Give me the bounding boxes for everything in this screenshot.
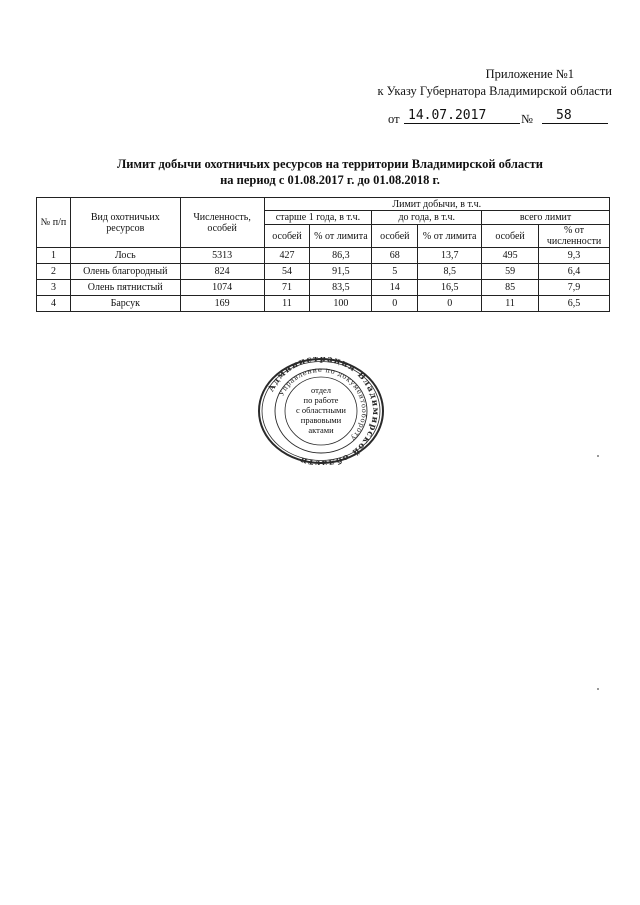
scan-speck [597,455,599,457]
cell-population: 5313 [180,248,264,264]
cell-total-pct: 9,3 [539,248,610,264]
cell-older-pct: 83,5 [310,280,372,296]
cell-older-pct: 91,5 [310,264,372,280]
table-row [37,296,610,312]
official-stamp [256,357,386,465]
decree-date-number [388,108,610,126]
stamp-inner-text: отдел по работе с областными правовыми актами [296,385,346,435]
group-header-older: старше 1 года, в т.ч. [264,211,372,225]
stamp-outer-text: Администрация Владимирской области [266,357,381,465]
cell-total-pct: 7,9 [539,280,610,296]
cell-species: Лось [70,248,180,264]
sub-header-young-individuals: особей [372,225,418,248]
cell-young-n: 0 [372,296,418,312]
cell-older-pct: 86,3 [310,248,372,264]
table-row [37,248,610,264]
cell-older-n: 427 [264,248,310,264]
col-header-limit: Лимит добычи, в т.ч. [264,198,609,211]
cell-older-pct: 100 [310,296,372,312]
cell-no: 3 [37,280,71,296]
document-title: Лимит добычи охотничьих ресурсов на территории Владимирской области [116,157,543,171]
cell-total-n: 11 [482,296,539,312]
stamp-middle-text: Управление по документообороту [277,365,369,443]
number-prefix: № [521,112,533,126]
cell-older-n: 54 [264,264,310,280]
sub-header-total-individuals: особей [482,225,539,248]
cell-young-pct: 8,5 [418,264,482,280]
decree-date: 14.07.2017 [404,108,520,124]
cell-species: Олень благородный [70,264,180,280]
appendix-header [377,66,612,100]
scan-speck [597,688,599,690]
cell-young-n: 68 [372,248,418,264]
cell-total-n: 85 [482,280,539,296]
cell-species: Барсук [70,296,180,312]
date-prefix: от [388,112,400,126]
sub-header-older-individuals: особей [264,225,310,248]
cell-young-n: 5 [372,264,418,280]
cell-older-n: 11 [264,296,310,312]
col-header-population: Численность, особей [180,198,264,248]
cell-no: 2 [37,264,71,280]
table-row [37,280,610,296]
cell-young-pct: 16,5 [418,280,482,296]
cell-population: 824 [180,264,264,280]
appendix-title: Приложение №1 [485,67,574,81]
cell-young-pct: 13,7 [418,248,482,264]
cell-species: Олень пятнистый [70,280,180,296]
sub-header-young-pct: % от лимита [418,225,482,248]
cell-population: 169 [180,296,264,312]
group-header-young: до года, в т.ч. [372,211,482,225]
limits-table [36,197,610,312]
cell-no: 1 [37,248,71,264]
cell-no: 4 [37,296,71,312]
appendix-decree: к Указу Губернатора Владимирской области [377,84,612,98]
col-header-no: № п/п [37,198,71,248]
cell-total-pct: 6,5 [539,296,610,312]
cell-total-pct: 6,4 [539,264,610,280]
table-row [37,264,610,280]
cell-young-n: 14 [372,280,418,296]
group-header-total: всего лимит [482,211,610,225]
sub-header-older-pct: % от лимита [310,225,372,248]
cell-total-n: 59 [482,264,539,280]
cell-population: 1074 [180,280,264,296]
col-header-species: Вид охотничьих ресурсов [70,198,180,248]
sub-header-total-pct: % от численности [539,225,610,248]
decree-number: 58 [542,108,608,124]
document-period: на период с 01.08.2017 г. до 01.08.2018 г. [220,173,440,187]
cell-young-pct: 0 [418,296,482,312]
cell-total-n: 495 [482,248,539,264]
cell-older-n: 71 [264,280,310,296]
